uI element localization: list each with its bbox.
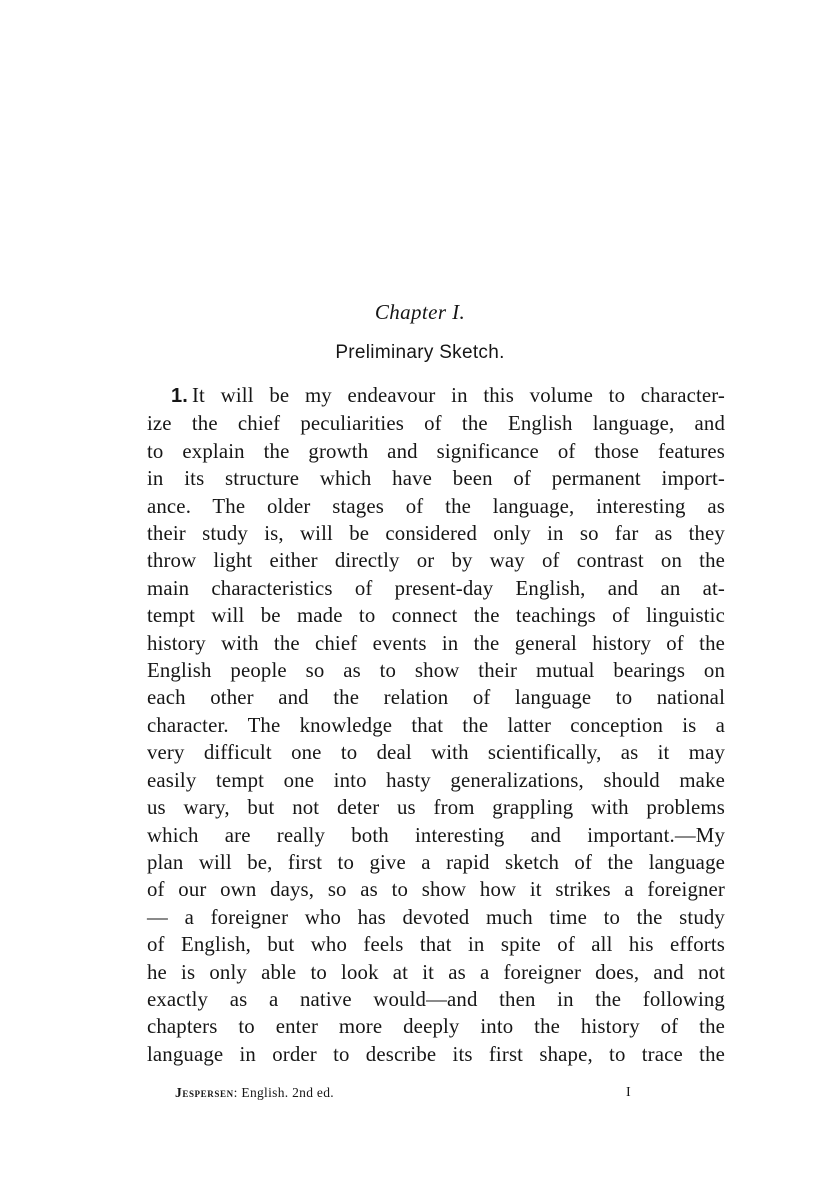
- text-line: chapters to enter more deeply into the history of the: [147, 1015, 725, 1039]
- footer-book-title: : English. 2nd ed.: [233, 1085, 334, 1100]
- text-line: exactly as a native would—and then in the following: [147, 987, 725, 1011]
- text-line: English people so as to show their mutual bearings on: [147, 659, 725, 683]
- text-line: which are really both interesting and important.—My: [147, 823, 725, 847]
- text-line: very difficult one to deal with scientifically, as it may: [147, 741, 725, 765]
- text-line: to explain the growth and significance of those features: [147, 439, 725, 463]
- text-line: history with the chief events in the general history of the: [147, 631, 725, 655]
- text-line: main characteristics of present-day English, and an at-: [147, 576, 725, 600]
- text-line: — a foreigner who has devoted much time to the study: [147, 905, 725, 929]
- text-line: ance. The older stages of the language, interesting as: [147, 494, 725, 518]
- paragraph-number: 1.: [171, 385, 188, 407]
- text-line: language in order to describe its first shape, to trace the: [147, 1042, 725, 1066]
- chapter-label: Chapter I.: [374, 300, 466, 324]
- text-line: plan will be, first to give a rapid sketch of the language: [147, 850, 725, 874]
- text-line: he is only able to look at it as a foreigner does, and not: [147, 960, 725, 984]
- footer-signature: [175, 1085, 334, 1101]
- text-line: 1. It will be my endeavour in this volume to character-: [171, 384, 725, 407]
- text-line: of our own days, so as to show how it strikes a foreigner: [147, 878, 725, 902]
- text-line: tempt will be made to connect the teachings of linguistic: [147, 604, 725, 628]
- text-line: in its structure which have been of permanent import-: [147, 467, 725, 491]
- text-line: us wary, but not deter us from grappling with problems: [147, 796, 725, 820]
- signature-mark: I: [626, 1085, 631, 1100]
- text-line: character. The knowledge that the latter conception is a: [147, 713, 725, 737]
- text-line: ize the chief peculiarities of the English language, and: [147, 412, 725, 436]
- text-line: of English, but who feels that in spite of all his efforts: [147, 933, 725, 957]
- text-line: each other and the relation of language to national: [147, 686, 725, 710]
- text-line: throw light either directly or by way of contrast on the: [147, 549, 725, 573]
- text-line: their study is, will be considered only in so far as they: [147, 522, 725, 546]
- chapter-title: Preliminary Sketch.: [335, 342, 505, 363]
- body-paragraph: [147, 382, 725, 1068]
- text-line: easily tempt one into hasty generalizations, should make: [147, 768, 725, 792]
- footer-author: Jespersen: [175, 1085, 234, 1100]
